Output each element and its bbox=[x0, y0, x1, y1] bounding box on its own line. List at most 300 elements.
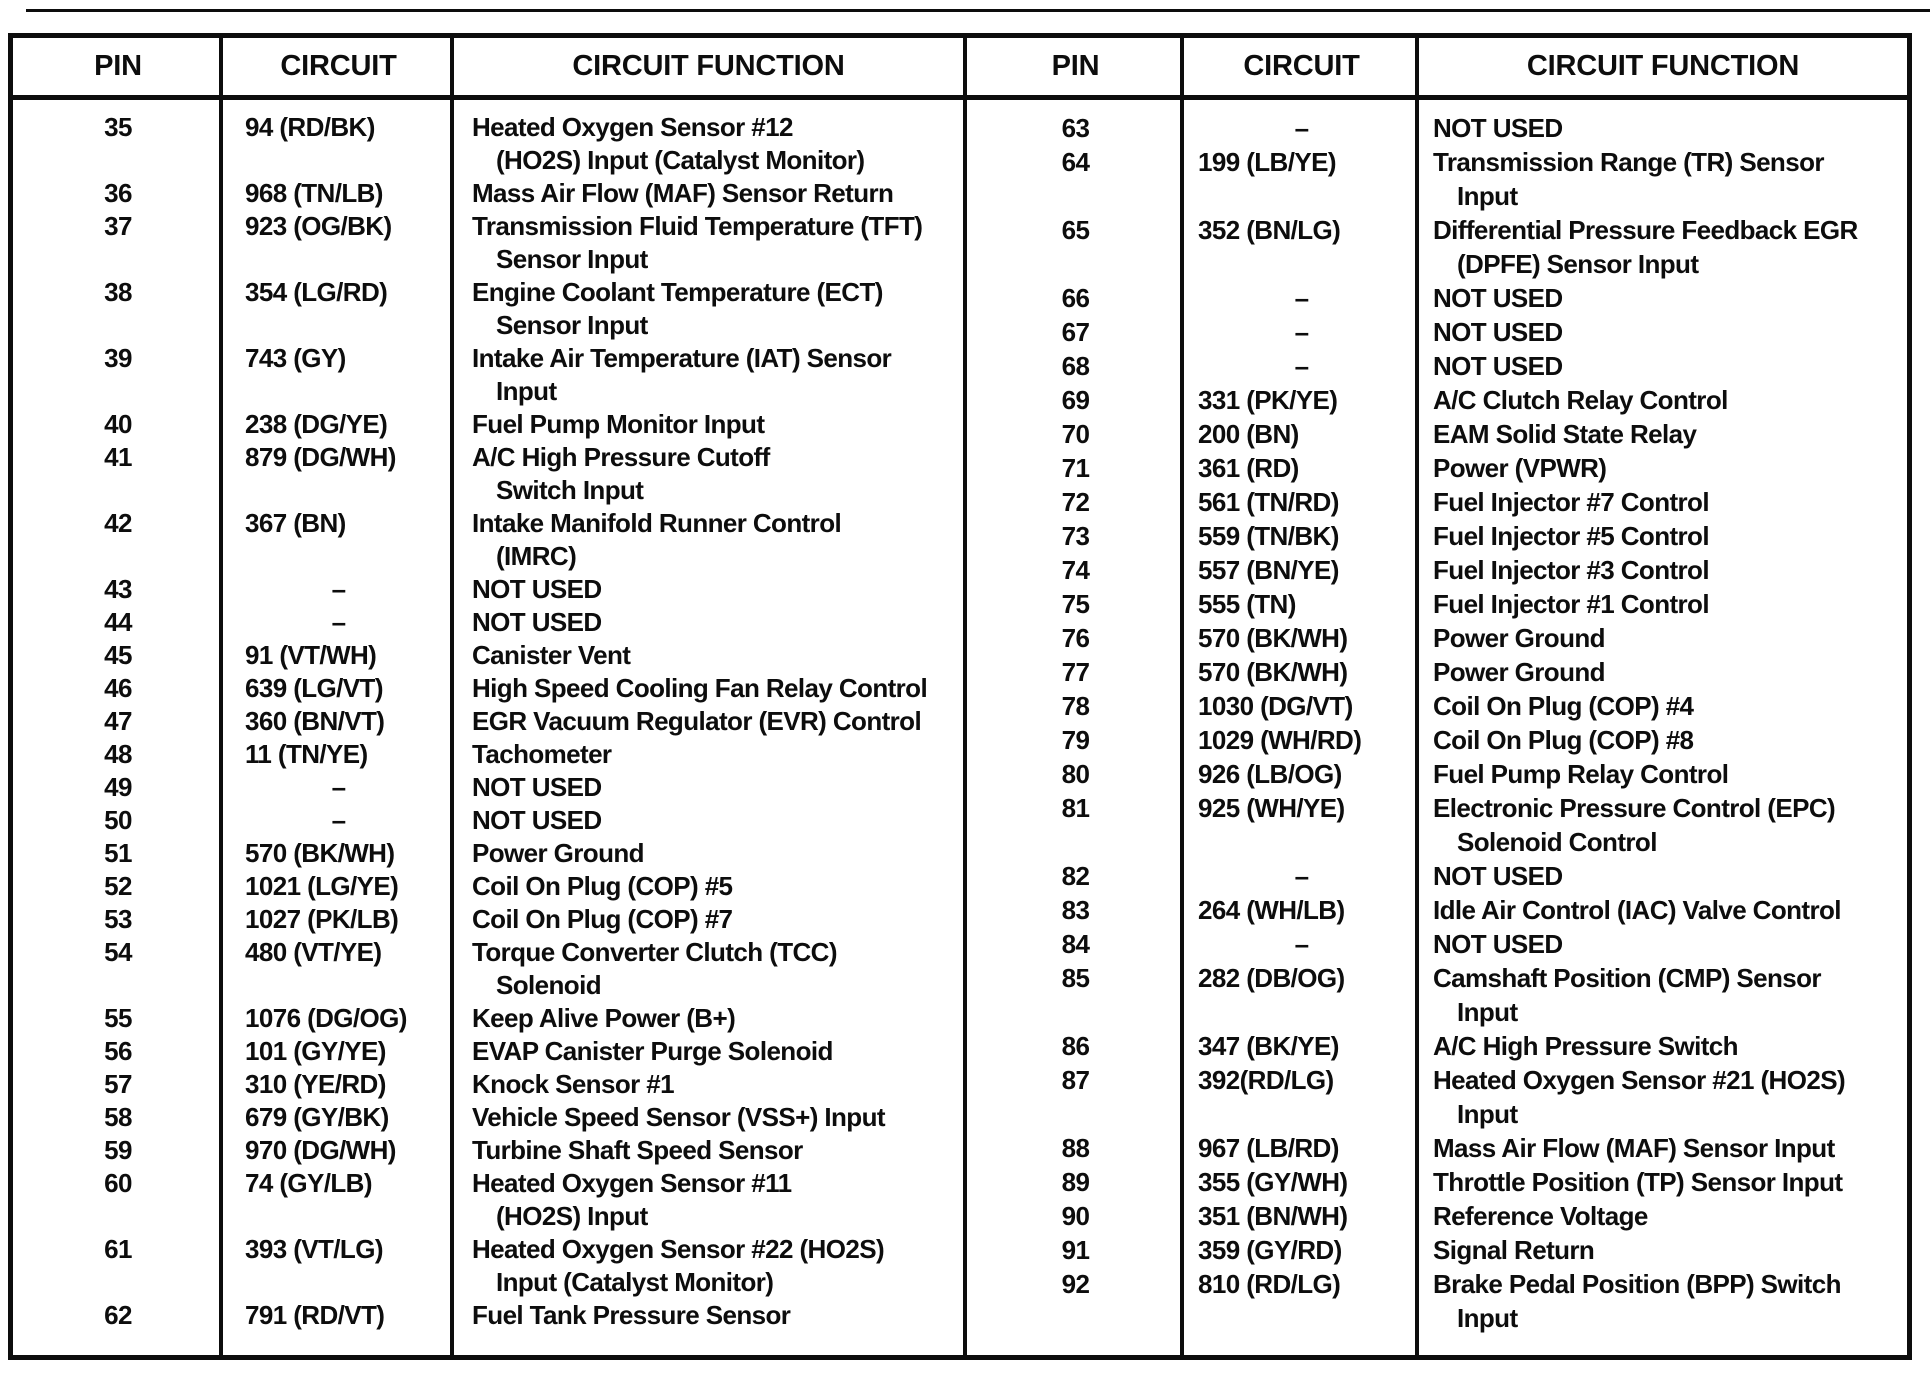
circuit-cell: 791 (RD/VT) bbox=[245, 1300, 385, 1330]
table-row bbox=[967, 1165, 1907, 1199]
pin-cell: 37 bbox=[104, 211, 132, 241]
pin-cell: 44 bbox=[104, 607, 132, 637]
function-line: Input bbox=[1457, 1099, 1518, 1129]
table-row bbox=[13, 639, 963, 672]
pin-cell: 80 bbox=[1061, 759, 1090, 789]
function-line: (DPFE) Sensor Input bbox=[1457, 249, 1699, 279]
function-line: Power Ground bbox=[1433, 623, 1605, 653]
function-line: Power Ground bbox=[1433, 657, 1605, 687]
function-cell bbox=[1419, 1165, 1907, 1199]
table-row bbox=[967, 553, 1907, 587]
table-row bbox=[967, 587, 1907, 621]
function-cell bbox=[454, 1134, 963, 1167]
pin-cell: 65 bbox=[1061, 215, 1090, 245]
circuit-cell: 810 (RD/LG) bbox=[1198, 1269, 1341, 1299]
table-row bbox=[13, 903, 963, 936]
function-line: Fuel Injector #1 Control bbox=[1433, 589, 1709, 619]
function-line: NOT USED bbox=[1433, 351, 1563, 381]
table-row bbox=[13, 738, 963, 771]
function-cell bbox=[454, 111, 963, 177]
table-row bbox=[13, 573, 963, 606]
circuit-cell: 199 (LB/YE) bbox=[1198, 147, 1336, 177]
function-cell bbox=[454, 1002, 963, 1035]
circuit-cell: 925 (WH/YE) bbox=[1198, 793, 1345, 823]
pin-cell: 77 bbox=[1061, 657, 1090, 687]
circuit-cell: – bbox=[1294, 113, 1309, 143]
pin-cell: 43 bbox=[104, 574, 132, 604]
circuit-cell: 355 (GY/WH) bbox=[1198, 1167, 1348, 1197]
table-row bbox=[13, 672, 963, 705]
table-row bbox=[13, 1002, 963, 1035]
table-row bbox=[967, 111, 1907, 145]
function-line: Mass Air Flow (MAF) Sensor Input bbox=[1433, 1133, 1835, 1163]
circuit-cell: 264 (WH/LB) bbox=[1198, 895, 1345, 925]
circuit-cell: 1076 (DG/OG) bbox=[245, 1003, 407, 1033]
table-row bbox=[967, 519, 1907, 553]
pin-cell: 71 bbox=[1061, 453, 1090, 483]
circuit-cell: 360 (BN/VT) bbox=[245, 706, 385, 736]
table-row bbox=[13, 342, 963, 408]
pin-cell: 47 bbox=[104, 706, 132, 736]
circuit-cell: 354 (LG/RD) bbox=[245, 277, 388, 307]
circuit-cell: 331 (PK/YE) bbox=[1198, 385, 1338, 415]
table-row bbox=[967, 621, 1907, 655]
circuit-cell: 570 (BK/WH) bbox=[245, 838, 395, 868]
function-line: Switch Input bbox=[496, 475, 644, 505]
function-cell bbox=[1419, 757, 1907, 791]
pin-cell: 90 bbox=[1061, 1201, 1090, 1231]
function-line: NOT USED bbox=[472, 607, 602, 637]
pin-cell: 42 bbox=[104, 508, 132, 538]
pin-table-left bbox=[13, 38, 963, 1355]
circuit-cell: 282 (DB/OG) bbox=[1198, 963, 1345, 993]
table-row bbox=[967, 1063, 1907, 1131]
pin-cell: 87 bbox=[1061, 1065, 1090, 1095]
table-row bbox=[13, 177, 963, 210]
function-cell bbox=[454, 276, 963, 342]
function-cell bbox=[1419, 1029, 1907, 1063]
circuit-cell: 679 (GY/BK) bbox=[245, 1102, 389, 1132]
column-header-circuit: CIRCUIT bbox=[280, 50, 397, 82]
function-line: Input (Catalyst Monitor) bbox=[496, 1267, 774, 1297]
pin-cell: 61 bbox=[104, 1234, 132, 1264]
function-line: Intake Manifold Runner Control bbox=[472, 508, 842, 538]
circuit-cell: – bbox=[331, 574, 346, 604]
table-row bbox=[13, 1167, 963, 1233]
pin-cell: 78 bbox=[1061, 691, 1090, 721]
table-row bbox=[13, 1068, 963, 1101]
pin-cell: 45 bbox=[104, 640, 132, 670]
circuit-cell: – bbox=[331, 772, 346, 802]
table-row bbox=[13, 1035, 963, 1068]
pin-cell: 60 bbox=[104, 1168, 132, 1198]
pin-cell: 74 bbox=[1061, 555, 1090, 585]
function-cell bbox=[1419, 893, 1907, 927]
pin-cell: 68 bbox=[1061, 351, 1090, 381]
function-line: Solenoid Control bbox=[1457, 827, 1657, 857]
circuit-cell: 352 (BN/LG) bbox=[1198, 215, 1341, 245]
table-row bbox=[967, 349, 1907, 383]
function-line: Power (VPWR) bbox=[1433, 453, 1607, 483]
function-line: High Speed Cooling Fan Relay Control bbox=[472, 673, 928, 703]
function-cell bbox=[1419, 485, 1907, 519]
function-cell bbox=[1419, 1233, 1907, 1267]
function-line: Idle Air Control (IAC) Valve Control bbox=[1433, 895, 1841, 925]
table-divider bbox=[963, 38, 967, 1355]
circuit-cell: 923 (OG/BK) bbox=[245, 211, 392, 241]
column-divider bbox=[1415, 38, 1419, 1355]
pin-cell: 51 bbox=[104, 838, 132, 868]
function-line: Coil On Plug (COP) #7 bbox=[472, 904, 733, 934]
pin-cell: 58 bbox=[104, 1102, 132, 1132]
table-row bbox=[967, 417, 1907, 451]
circuit-cell: – bbox=[1294, 861, 1309, 891]
table-row bbox=[13, 111, 963, 177]
circuit-cell: 347 (BK/YE) bbox=[1198, 1031, 1339, 1061]
function-line: Fuel Tank Pressure Sensor bbox=[472, 1300, 791, 1330]
function-line: Sensor Input bbox=[496, 310, 648, 340]
table-row bbox=[13, 408, 963, 441]
table-row bbox=[13, 936, 963, 1002]
circuit-cell: 480 (VT/YE) bbox=[245, 937, 382, 967]
function-line: Turbine Shaft Speed Sensor bbox=[472, 1135, 803, 1165]
function-cell bbox=[454, 705, 963, 738]
circuit-cell: – bbox=[1294, 317, 1309, 347]
circuit-cell: 361 (RD) bbox=[1198, 453, 1299, 483]
table-header bbox=[967, 38, 1907, 95]
table-row bbox=[13, 1233, 963, 1299]
table-row bbox=[967, 213, 1907, 281]
pin-cell: 91 bbox=[1061, 1235, 1090, 1265]
function-line: Heated Oxygen Sensor #11 bbox=[472, 1168, 792, 1198]
function-cell bbox=[454, 639, 963, 672]
function-line: Tachometer bbox=[472, 739, 612, 769]
function-line: NOT USED bbox=[1433, 861, 1563, 891]
circuit-cell: 351 (BN/WH) bbox=[1198, 1201, 1348, 1231]
circuit-cell: 11 (TN/YE) bbox=[245, 739, 368, 769]
function-line: Fuel Pump Monitor Input bbox=[472, 409, 765, 439]
function-cell bbox=[1419, 961, 1907, 1029]
function-line: Differential Pressure Feedback EGR bbox=[1433, 215, 1858, 245]
pin-cell: 67 bbox=[1061, 317, 1090, 347]
function-line: Reference Voltage bbox=[1433, 1201, 1648, 1231]
function-cell bbox=[454, 672, 963, 705]
function-line: Keep Alive Power (B+) bbox=[472, 1003, 736, 1033]
table-row bbox=[967, 1233, 1907, 1267]
function-line: Fuel Pump Relay Control bbox=[1433, 759, 1729, 789]
circuit-cell: 555 (TN) bbox=[1198, 589, 1296, 619]
function-line: EAM Solid State Relay bbox=[1433, 419, 1697, 449]
function-line: Input bbox=[1457, 997, 1518, 1027]
pin-cell: 55 bbox=[104, 1003, 132, 1033]
function-line: Coil On Plug (COP) #8 bbox=[1433, 725, 1694, 755]
function-cell bbox=[1419, 417, 1907, 451]
pin-cell: 81 bbox=[1061, 793, 1090, 823]
table-row bbox=[13, 1299, 963, 1332]
function-line: Knock Sensor #1 bbox=[472, 1069, 674, 1099]
function-cell bbox=[1419, 689, 1907, 723]
pin-cell: 50 bbox=[104, 805, 132, 835]
table-row bbox=[967, 1267, 1907, 1335]
table-row bbox=[13, 705, 963, 738]
function-cell bbox=[454, 837, 963, 870]
pin-cell: 54 bbox=[104, 937, 132, 967]
function-cell bbox=[1419, 1131, 1907, 1165]
function-line: Throttle Position (TP) Sensor Input bbox=[1433, 1167, 1843, 1197]
function-line: EVAP Canister Purge Solenoid bbox=[472, 1036, 833, 1066]
circuit-cell: 310 (YE/RD) bbox=[245, 1069, 386, 1099]
function-line: Fuel Injector #3 Control bbox=[1433, 555, 1709, 585]
table-row bbox=[13, 870, 963, 903]
function-line: Transmission Range (TR) Sensor bbox=[1433, 147, 1824, 177]
pinout-table-frame bbox=[8, 33, 1912, 1360]
function-line: (IMRC) bbox=[496, 541, 577, 571]
pin-cell: 83 bbox=[1061, 895, 1090, 925]
function-line: Solenoid bbox=[496, 970, 601, 1000]
function-cell bbox=[1419, 1063, 1907, 1131]
function-cell bbox=[454, 342, 963, 408]
circuit-cell: 1030 (DG/VT) bbox=[1198, 691, 1353, 721]
function-line: NOT USED bbox=[1433, 283, 1563, 313]
function-line: Intake Air Temperature (IAT) Sensor bbox=[472, 343, 892, 373]
function-line: EGR Vacuum Regulator (EVR) Control bbox=[472, 706, 922, 736]
function-line: NOT USED bbox=[472, 574, 602, 604]
pin-cell: 66 bbox=[1061, 283, 1090, 313]
table-row bbox=[13, 210, 963, 276]
circuit-cell: 200 (BN) bbox=[1198, 419, 1299, 449]
function-cell bbox=[454, 606, 963, 639]
function-cell bbox=[1419, 723, 1907, 757]
function-cell bbox=[454, 210, 963, 276]
pin-cell: 62 bbox=[104, 1300, 132, 1330]
table-row bbox=[13, 771, 963, 804]
pin-cell: 40 bbox=[104, 409, 132, 439]
circuit-cell: 743 (GY) bbox=[245, 343, 346, 373]
circuit-cell: 1021 (LG/YE) bbox=[245, 871, 399, 901]
table-row bbox=[967, 961, 1907, 1029]
pin-cell: 46 bbox=[104, 673, 132, 703]
pin-cell: 73 bbox=[1061, 521, 1090, 551]
function-cell bbox=[1419, 111, 1907, 145]
function-cell bbox=[1419, 1267, 1907, 1335]
function-cell bbox=[454, 1167, 963, 1233]
circuit-cell: 570 (BK/WH) bbox=[1198, 623, 1348, 653]
function-line: A/C High Pressure Cutoff bbox=[472, 442, 770, 472]
function-line: Heated Oxygen Sensor #21 (HO2S) bbox=[1433, 1065, 1845, 1095]
circuit-cell: 557 (BN/YE) bbox=[1198, 555, 1339, 585]
circuit-cell: 359 (GY/RD) bbox=[1198, 1235, 1342, 1265]
pin-cell: 64 bbox=[1061, 147, 1090, 177]
circuit-cell: – bbox=[331, 805, 346, 835]
function-cell bbox=[1419, 655, 1907, 689]
table-row bbox=[13, 837, 963, 870]
function-cell bbox=[1419, 315, 1907, 349]
table-row bbox=[967, 893, 1907, 927]
circuit-cell: 1029 (WH/RD) bbox=[1198, 725, 1362, 755]
pin-cell: 56 bbox=[104, 1036, 132, 1066]
function-cell bbox=[454, 1233, 963, 1299]
function-line: Torque Converter Clutch (TCC) bbox=[472, 937, 837, 967]
function-line: Signal Return bbox=[1433, 1235, 1595, 1265]
function-cell bbox=[1419, 281, 1907, 315]
function-cell bbox=[454, 903, 963, 936]
function-cell bbox=[1419, 587, 1907, 621]
circuit-cell: 393 (VT/LG) bbox=[245, 1234, 383, 1264]
circuit-cell: 1027 (PK/LB) bbox=[245, 904, 399, 934]
function-cell bbox=[454, 573, 963, 606]
column-header-function: CIRCUIT FUNCTION bbox=[572, 50, 845, 82]
circuit-cell: 639 (LG/VT) bbox=[245, 673, 383, 703]
function-cell bbox=[1419, 621, 1907, 655]
table-row bbox=[13, 606, 963, 639]
function-cell bbox=[1419, 213, 1907, 281]
column-divider bbox=[1180, 38, 1184, 1355]
function-line: Heated Oxygen Sensor #12 bbox=[472, 112, 793, 142]
pin-cell: 82 bbox=[1061, 861, 1090, 891]
circuit-cell: 91 (VT/WH) bbox=[245, 640, 377, 670]
circuit-cell: 879 (DG/WH) bbox=[245, 442, 396, 472]
function-cell bbox=[454, 936, 963, 1002]
function-line: Fuel Injector #7 Control bbox=[1433, 487, 1709, 517]
table-row bbox=[967, 1199, 1907, 1233]
pin-cell: 70 bbox=[1061, 419, 1090, 449]
function-cell bbox=[1419, 1199, 1907, 1233]
pin-cell: 76 bbox=[1061, 623, 1090, 653]
circuit-cell: 570 (BK/WH) bbox=[1198, 657, 1348, 687]
function-cell bbox=[454, 1035, 963, 1068]
function-cell bbox=[454, 1101, 963, 1134]
table-row bbox=[13, 507, 963, 573]
table-row bbox=[967, 859, 1907, 893]
function-line: NOT USED bbox=[1433, 317, 1563, 347]
pin-cell: 38 bbox=[104, 277, 132, 307]
function-cell bbox=[1419, 519, 1907, 553]
circuit-cell: – bbox=[1294, 351, 1309, 381]
function-line: NOT USED bbox=[472, 772, 602, 802]
function-cell bbox=[454, 408, 963, 441]
pin-cell: 35 bbox=[104, 112, 132, 142]
pin-cell: 75 bbox=[1061, 589, 1090, 619]
circuit-cell: 101 (GY/YE) bbox=[245, 1036, 386, 1066]
table-body bbox=[967, 100, 1907, 1335]
table-row bbox=[13, 276, 963, 342]
header-separator bbox=[13, 95, 1907, 100]
function-line: Camshaft Position (CMP) Sensor bbox=[1433, 963, 1821, 993]
table-row bbox=[967, 791, 1907, 859]
column-divider bbox=[450, 38, 454, 1355]
function-cell bbox=[454, 870, 963, 903]
pin-cell: 89 bbox=[1061, 1167, 1090, 1197]
function-line: Coil On Plug (COP) #5 bbox=[472, 871, 733, 901]
table-body bbox=[13, 100, 963, 1332]
pin-cell: 57 bbox=[104, 1069, 132, 1099]
function-cell bbox=[454, 738, 963, 771]
table-row bbox=[967, 1131, 1907, 1165]
circuit-cell: 74 (GY/LB) bbox=[245, 1168, 372, 1198]
table-row bbox=[967, 315, 1907, 349]
pin-cell: 63 bbox=[1061, 113, 1090, 143]
pin-cell: 48 bbox=[104, 739, 132, 769]
function-line: Power Ground bbox=[472, 838, 644, 868]
function-line: Input bbox=[1457, 1303, 1518, 1333]
function-line: Sensor Input bbox=[496, 244, 648, 274]
circuit-cell: 392(RD/LG) bbox=[1198, 1065, 1334, 1095]
function-line: (HO2S) Input bbox=[496, 1201, 648, 1231]
function-line: Transmission Fluid Temperature (TFT) bbox=[472, 211, 923, 241]
pin-cell: 49 bbox=[104, 772, 132, 802]
column-header-pin: PIN bbox=[94, 50, 142, 82]
function-line: NOT USED bbox=[472, 805, 602, 835]
function-cell bbox=[1419, 451, 1907, 485]
column-header-pin: PIN bbox=[1051, 50, 1100, 82]
table-row bbox=[967, 1029, 1907, 1063]
function-cell bbox=[454, 1299, 963, 1332]
table-row bbox=[967, 689, 1907, 723]
circuit-cell: – bbox=[1294, 929, 1309, 959]
function-line: A/C High Pressure Switch bbox=[1433, 1031, 1738, 1061]
column-header-circuit: CIRCUIT bbox=[1243, 50, 1360, 82]
column-header-function: CIRCUIT FUNCTION bbox=[1526, 50, 1800, 82]
function-line: Electronic Pressure Control (EPC) bbox=[1433, 793, 1836, 823]
function-cell bbox=[1419, 145, 1907, 213]
function-cell bbox=[1419, 791, 1907, 859]
function-line: NOT USED bbox=[1433, 113, 1563, 143]
pin-cell: 84 bbox=[1061, 929, 1090, 959]
table-row bbox=[967, 655, 1907, 689]
column-divider bbox=[219, 38, 223, 1355]
pin-cell: 79 bbox=[1061, 725, 1090, 755]
function-line: Canister Vent bbox=[472, 640, 631, 670]
circuit-cell: – bbox=[331, 607, 346, 637]
function-cell bbox=[454, 441, 963, 507]
pin-table-right bbox=[967, 38, 1907, 1355]
pin-cell: 41 bbox=[104, 442, 132, 472]
pin-cell: 39 bbox=[104, 343, 132, 373]
pin-cell: 88 bbox=[1061, 1133, 1090, 1163]
function-line: Heated Oxygen Sensor #22 (HO2S) bbox=[472, 1234, 884, 1264]
function-cell bbox=[454, 771, 963, 804]
circuit-cell: 94 (RD/BK) bbox=[245, 112, 375, 142]
circuit-cell: 968 (TN/LB) bbox=[245, 178, 383, 208]
function-line: Mass Air Flow (MAF) Sensor Return bbox=[472, 178, 894, 208]
circuit-cell: 926 (LB/OG) bbox=[1198, 759, 1342, 789]
function-line: Input bbox=[1457, 181, 1518, 211]
pin-cell: 53 bbox=[104, 904, 132, 934]
pin-cell: 72 bbox=[1061, 487, 1090, 517]
function-cell bbox=[1419, 383, 1907, 417]
circuit-cell: 561 (TN/RD) bbox=[1198, 487, 1339, 517]
pin-cell: 52 bbox=[104, 871, 132, 901]
function-cell bbox=[1419, 927, 1907, 961]
table-row bbox=[967, 145, 1907, 213]
pin-cell: 69 bbox=[1061, 385, 1090, 415]
function-cell bbox=[454, 1068, 963, 1101]
circuit-cell: 238 (DG/YE) bbox=[245, 409, 388, 439]
pin-cell: 92 bbox=[1061, 1269, 1090, 1299]
table-row bbox=[13, 441, 963, 507]
function-line: Engine Coolant Temperature (ECT) bbox=[472, 277, 883, 307]
function-cell bbox=[1419, 859, 1907, 893]
circuit-cell: 967 (LB/RD) bbox=[1198, 1133, 1339, 1163]
function-line: Vehicle Speed Sensor (VSS+) Input bbox=[472, 1102, 885, 1132]
circuit-cell: – bbox=[1294, 283, 1309, 313]
function-line: Coil On Plug (COP) #4 bbox=[1433, 691, 1694, 721]
table-row bbox=[967, 723, 1907, 757]
table-row bbox=[967, 927, 1907, 961]
table-header bbox=[13, 38, 963, 95]
function-line: Brake Pedal Position (BPP) Switch bbox=[1433, 1269, 1841, 1299]
table-row bbox=[967, 451, 1907, 485]
